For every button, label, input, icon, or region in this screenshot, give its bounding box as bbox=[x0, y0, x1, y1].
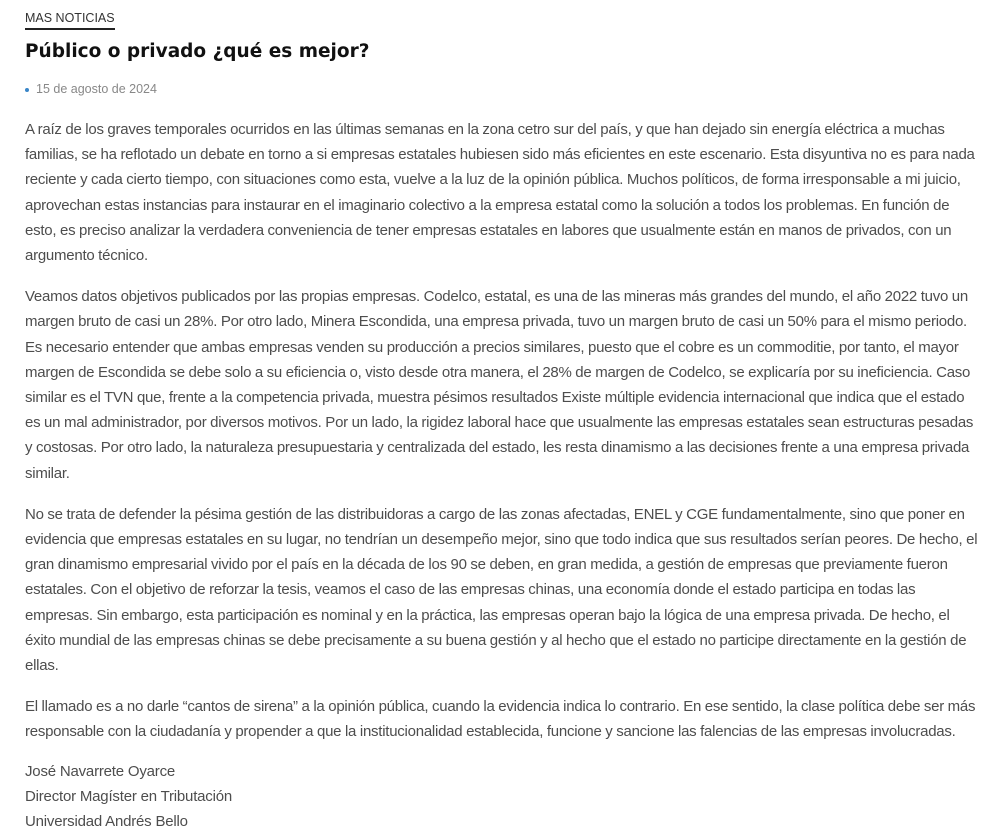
article-meta bbox=[25, 82, 980, 96]
author-role: Director Magíster en Tributación bbox=[25, 787, 233, 805]
paragraph-1: A raíz de los graves temporales ocurridos en las últimas semanas en la zona cetro sur del país, y que han dejado sin energía eléctrica a muchas familias, se ha reflotado un debate en torno a si empresas estatales hubiesen sido más eficientes en este escenario. Esta disyuntiva no es para nada reciente y cada cierto tiempo, con situaciones como esta, vuelve a la luz de la opinión pública. Muchos políticos, de forma irresponsable a mi juicio, aprovechan estas instancias para instaurar en el imaginario colectivo a la empresa estatal como la solución a todos los problemas. En función de esto, es preciso analizar la verdadera conveniencia de tener empresas estatales en labores que usualmente están en manos de privados, con un argumento técnico. bbox=[25, 121, 975, 265]
author-institution: Universidad Andrés Bello bbox=[25, 812, 188, 830]
section-label[interactable]: MAS NOTICIAS bbox=[25, 11, 115, 30]
author-name: José Navarrete Oyarce bbox=[25, 762, 176, 780]
article-body bbox=[25, 117, 980, 745]
paragraph-4: El llamado es a no darle “cantos de sirena” a la opinión pública, cuando la evidencia indica lo contrario. En ese sentido, la clase política debe ser más responsable con la ciudadanía y propender a que la institucionalidad establecida, funcione y sancione las falencias de las empresas involucradas. bbox=[25, 698, 976, 741]
article-date: 15 de agosto de 2024 bbox=[36, 82, 157, 96]
paragraph-3: No se trata de defender la pésima gestión de las distribuidoras a cargo de las zonas afectadas, ENEL y CGE fundamentalmente, sino que poner en evidencia que empresas estatales en su lugar, no tendrían un desempeño mejor, sino que todo indica que sus resultados serían peores. De hecho, el gran dinamismo empresarial vivido por el país en la década de los 90 se deben, en gran medida, a gestión de empresas que previamente fueron estatales. Con el objetivo de reforzar la tesis, veamos el caso de las empresas chinas, una economía donde el estado participa en todas las empresas. Sin embargo, esta participación es nominal y en la práctica, las empresas operan bajo la lógica de una empresa privada. De hecho, el éxito mundial de las empresas chinas se debe precisamente a su buena gestión y al hecho que el estado no participe directamente en la gestión de ellas. bbox=[25, 505, 978, 675]
paragraph-2: Veamos datos objetivos publicados por las propias empresas. Codelco, estatal, es una de las mineras más grandes del mundo, el año 2022 tuvo un margen bruto de casi un 28%. Por otro lado, Minera Escondida, una empresa privada, tuvo un margen bruto de casi un 50% para el mismo periodo. Es necesario entender que ambas empresas venden su producción a precios similares, puesto que el cobre es un commoditie, por tanto, el mayor margen de Escondida se debe solo a su eficiencia o, visto desde otra manera, el 28% de margen de Codelco, se explicaría por su ineficiencia. Caso similar es el TVN que, frente a la competencia privada, muestra pésimos resultados Existe múltiple evidencia internacional que indica que el estado es un mal administrador, por diversos motivos. Por un lado, la rigidez laboral hace que usualmente las empresas estatales sean estructuras pesadas y costosas. Por otro lado, la naturaleza presupuestaria y centralizada del estado, les resta dinamismo a las decisiones frente a una empresa privada similar. bbox=[25, 288, 974, 482]
article-title: Público o privado ¿qué es mejor? bbox=[25, 41, 370, 62]
date-bullet-icon bbox=[25, 88, 29, 92]
author-signature bbox=[25, 759, 980, 834]
